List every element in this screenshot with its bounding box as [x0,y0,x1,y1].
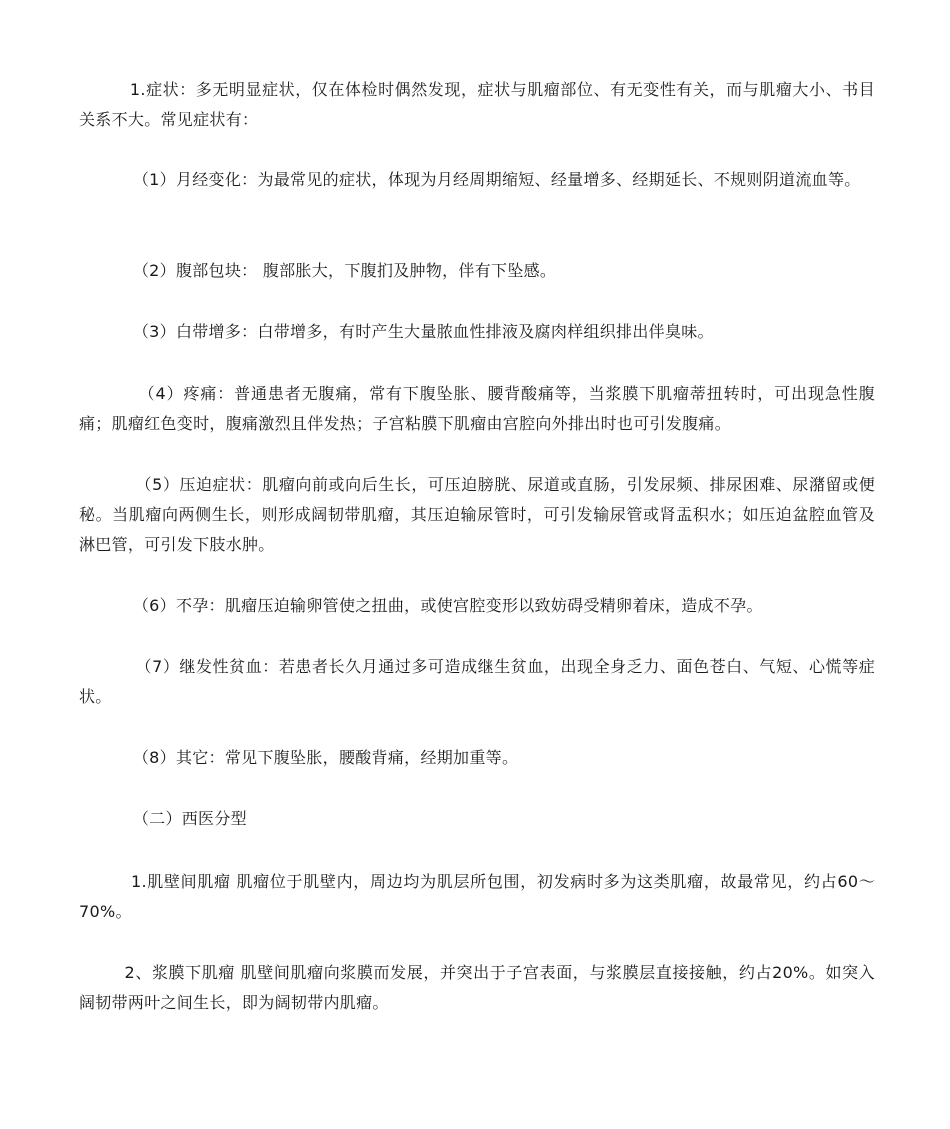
paragraph-infertility: （6）不孕：肌瘤压迫输卵管使之扭曲，或使宫腔变形以致妨碍受精卵着床，造成不孕。 [79,596,763,615]
paragraph-subserosal-fibroid: 2、浆膜下肌瘤 肌壁间肌瘤向浆膜而发展，并突出于子宫表面，与浆膜层直接接触，约占20%。如突入阔韧带两叶之间生长，即为阔韧带内肌瘤。 [79,963,875,1012]
paragraph-pain: （4）疼痛：普通患者无腹痛，常有下腹坠胀、腰背酸痛等，当浆膜下肌瘤蒂扭转时，可出现急性腹痛；肌瘤红色变时，腹痛激烈且伴发热；子宫粘膜下肌瘤由宫腔向外排出时也可引发腹痛。 [79,384,875,433]
paragraph-anemia: （7）继发性贫血：若患者长久月通过多可造成继生贫血，出现全身乏力、面色苍白、气短、心慌等症状。 [79,657,875,706]
paragraph-abdominal-mass: （2）腹部包块： 腹部胀大，下腹扪及肿物，伴有下坠感。 [79,261,557,280]
paragraph-intramural-fibroid: 1.肌壁间肌瘤 肌瘤位于肌壁内，周边均为肌层所包围，初发病时多为这类肌瘤，故最常见，约占60～70%。 [79,872,875,921]
paragraph-other: （8）其它：常见下腹坠胀，腰酸背痛，经期加重等。 [79,748,519,767]
paragraph-menstrual-change: （1）月经变化：为最常见的症状，体现为月经周期缩短、经量增多、经期延长、不规则阴道流血等。 [79,170,861,189]
paragraph-symptoms-intro: 1.症状：多无明显症状，仅在体检时偶然发现，症状与肌瘤部位、有无变性有关，而与肌瘤大小、书目关系不大。常见症状有： [79,80,875,129]
section-heading-classification: （二）西医分型 [79,809,247,828]
paragraph-compression: （5）压迫症状：肌瘤向前或向后生长，可压迫膀胱、尿道或直肠，引发尿频、排尿困难、尿潴留或便秘。当肌瘤向两侧生长，则形成阔韧带肌瘤，其压迫输尿管时，可引发输尿管或肾盂积水；如压迫盆腔血管及淋巴管，可引发下肢水肿。 [79,475,875,554]
paragraph-leukorrhea: （3）白带增多：白带增多，有时产生大量脓血性排液及腐肉样组织排出伴臭味。 [79,322,714,341]
